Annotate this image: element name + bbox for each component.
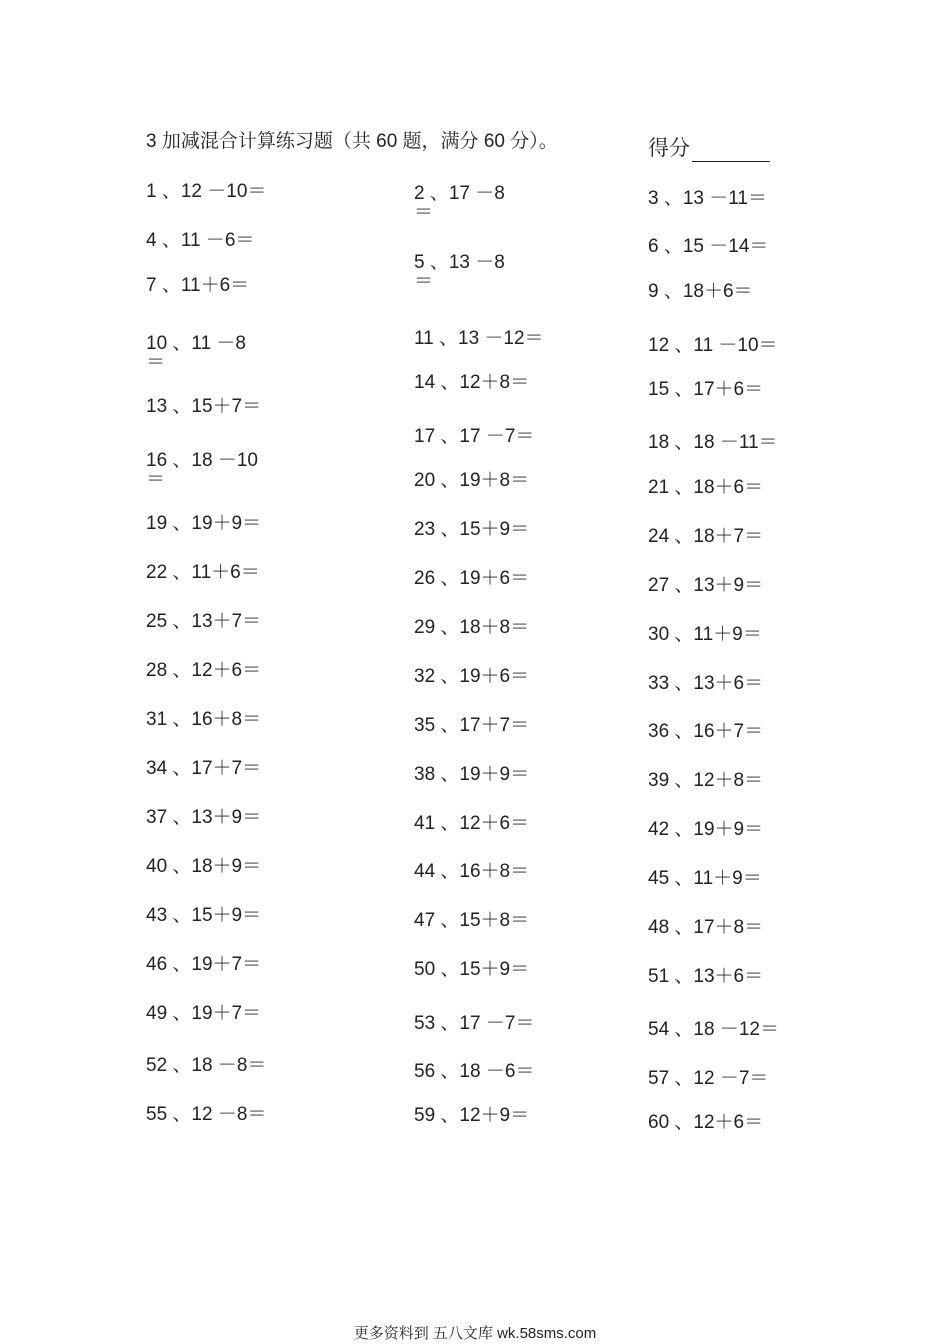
- problem-expression: 11 、13 －12＝: [414, 328, 544, 349]
- problem-9: [648, 282, 753, 301]
- problem-44: [414, 862, 529, 881]
- problem-expression: 42 、19＋9＝: [648, 819, 764, 840]
- problem-51: [648, 967, 763, 986]
- problem-25: [146, 612, 261, 631]
- problem-expression: 32 、19＋6＝: [414, 666, 530, 687]
- problem-46: [146, 955, 261, 974]
- problem-expression: 60 、12＋6＝: [648, 1112, 764, 1133]
- problem-expression: 33 、13＋6＝: [648, 673, 764, 694]
- problem-expression: 22 、11＋6＝: [146, 562, 260, 583]
- problem-24: [648, 527, 763, 546]
- problem-45: [648, 869, 762, 888]
- problem-60: [648, 1113, 763, 1132]
- problem-expression: 37 、13＋9＝: [146, 807, 262, 828]
- problem-5: [414, 253, 505, 291]
- problem-expression: 26 、19＋6＝: [414, 568, 530, 589]
- problem-expression: 2 、17 －8: [414, 183, 505, 204]
- problem-30: [648, 625, 762, 644]
- footer-watermark: 更多资料到 五八文库 wk.58sms.com: [353, 1325, 597, 1342]
- problem-expression: 19 、19＋9＝: [146, 513, 262, 534]
- problem-expression: 34 、17＋7＝: [146, 758, 262, 779]
- problem-expression: 14 、12＋8＝: [414, 372, 530, 393]
- problem-expression: 46 、19＋7＝: [146, 954, 262, 975]
- problem-expression: 25 、13＋7＝: [146, 611, 262, 632]
- problem-32: [414, 667, 529, 686]
- score-field: [648, 132, 770, 162]
- problem-18: [648, 433, 778, 452]
- problem-expression: 31 、16＋8＝: [146, 709, 262, 730]
- problem-49: [146, 1004, 261, 1023]
- problem-expression: 16 、18 －10: [146, 450, 258, 471]
- problem-expression: 49 、19＋7＝: [146, 1003, 262, 1024]
- problem-expression: 21 、18＋6＝: [648, 477, 764, 498]
- problem-39: [648, 771, 763, 790]
- problem-expression: 40 、18＋9＝: [146, 856, 262, 877]
- problem-expression: 56 、18 －6＝: [414, 1061, 535, 1082]
- problem-55: [146, 1105, 266, 1124]
- problem-10: [146, 334, 246, 372]
- problem-56: [414, 1062, 534, 1081]
- problem-expression: 51 、13＋6＝: [648, 966, 764, 987]
- problem-57: [648, 1069, 768, 1088]
- problem-expression: 53 、17 －7＝: [414, 1013, 535, 1034]
- problem-expression: 20 、19＋8＝: [414, 470, 530, 491]
- problem-23: [414, 520, 529, 539]
- problem-expression: 59 、12＋9＝: [414, 1105, 530, 1126]
- problem-expression: 18 、18 －11＝: [648, 432, 778, 453]
- problem-expression: 9 、18＋6＝: [648, 281, 753, 302]
- problem-31: [146, 710, 261, 729]
- problem-expression: 3 、13 －11＝: [648, 188, 767, 209]
- score-blank[interactable]: [692, 141, 770, 162]
- problem-expression: 57 、12 －7＝: [648, 1068, 769, 1089]
- problem-expression: 7 、11＋6＝: [146, 275, 250, 296]
- problem-expression: 15 、17＋6＝: [648, 379, 764, 400]
- problem-expression: 52 、18 －8＝: [146, 1055, 267, 1076]
- problem-equals-wrap: ＝: [414, 202, 434, 223]
- problem-expression: 41 、12＋6＝: [414, 813, 530, 834]
- problem-expression: 28 、12＋6＝: [146, 660, 262, 681]
- problem-14: [414, 373, 529, 392]
- problem-43: [146, 906, 261, 925]
- problem-38: [414, 765, 529, 784]
- problem-22: [146, 563, 260, 582]
- problem-expression: 45 、11＋9＝: [648, 868, 762, 889]
- problem-13: [146, 397, 261, 416]
- problem-expression: 36 、16＋7＝: [648, 721, 764, 742]
- problem-20: [414, 471, 529, 490]
- problem-29: [414, 618, 529, 637]
- problem-35: [414, 716, 529, 735]
- problem-expression: 43 、15＋9＝: [146, 905, 262, 926]
- problem-59: [414, 1106, 529, 1125]
- problem-34: [146, 759, 261, 778]
- problem-3: [648, 189, 767, 208]
- problem-expression: 47 、15＋8＝: [414, 910, 530, 931]
- problem-equals-wrap: ＝: [414, 271, 434, 292]
- problem-6: [648, 237, 768, 256]
- problem-54: [648, 1020, 779, 1039]
- problem-expression: 54 、18 －12＝: [648, 1019, 779, 1040]
- problem-42: [648, 820, 763, 839]
- problem-expression: 17 、17 －7＝: [414, 426, 535, 447]
- problem-expression: 27 、13＋9＝: [648, 575, 764, 596]
- problem-expression: 30 、11＋9＝: [648, 624, 762, 645]
- problem-expression: 10 、11 －8: [146, 333, 246, 354]
- problem-expression: 13 、15＋7＝: [146, 396, 262, 417]
- problem-48: [648, 918, 763, 937]
- problem-expression: 35 、17＋7＝: [414, 715, 530, 736]
- problem-expression: 12 、11 －10＝: [648, 335, 778, 356]
- problem-47: [414, 911, 529, 930]
- problem-12: [648, 336, 778, 355]
- problem-expression: 50 、15＋9＝: [414, 959, 530, 980]
- problem-equals-wrap: ＝: [146, 352, 166, 373]
- problem-1: [146, 182, 266, 201]
- problem-17: [414, 427, 534, 446]
- problem-27: [648, 576, 763, 595]
- problem-expression: 5 、13 －8: [414, 252, 505, 273]
- problem-expression: 39 、12＋8＝: [648, 770, 764, 791]
- problem-16: [146, 451, 258, 489]
- problem-expression: 4 、11 －6＝: [146, 230, 255, 251]
- problem-41: [414, 814, 529, 833]
- problem-36: [648, 722, 763, 741]
- problem-expression: 6 、15 －14＝: [648, 236, 769, 257]
- problem-expression: 29 、18＋8＝: [414, 617, 530, 638]
- problem-52: [146, 1056, 266, 1075]
- problem-4: [146, 231, 254, 250]
- problem-37: [146, 808, 261, 827]
- score-label: 得分: [648, 136, 690, 160]
- worksheet-title: 3 加减混合计算练习题（共 60 题，满分 60 分）。: [146, 131, 558, 152]
- problem-15: [648, 380, 763, 399]
- problem-33: [648, 674, 763, 693]
- problem-expression: 44 、16＋8＝: [414, 861, 530, 882]
- problem-7: [146, 276, 249, 295]
- problem-11: [414, 329, 544, 348]
- problem-40: [146, 857, 261, 876]
- problem-26: [414, 569, 529, 588]
- problem-53: [414, 1014, 534, 1033]
- problem-21: [648, 478, 763, 497]
- problem-expression: 1 、12 －10＝: [146, 181, 267, 202]
- problem-50: [414, 960, 529, 979]
- problem-expression: 55 、12 －8＝: [146, 1104, 267, 1125]
- problem-expression: 38 、19＋9＝: [414, 764, 530, 785]
- problem-expression: 48 、17＋8＝: [648, 917, 764, 938]
- problem-expression: 24 、18＋7＝: [648, 526, 764, 547]
- problem-expression: 23 、15＋9＝: [414, 519, 530, 540]
- problem-2: [414, 184, 505, 222]
- problem-19: [146, 514, 261, 533]
- problem-equals-wrap: ＝: [146, 469, 166, 490]
- problem-28: [146, 661, 261, 680]
